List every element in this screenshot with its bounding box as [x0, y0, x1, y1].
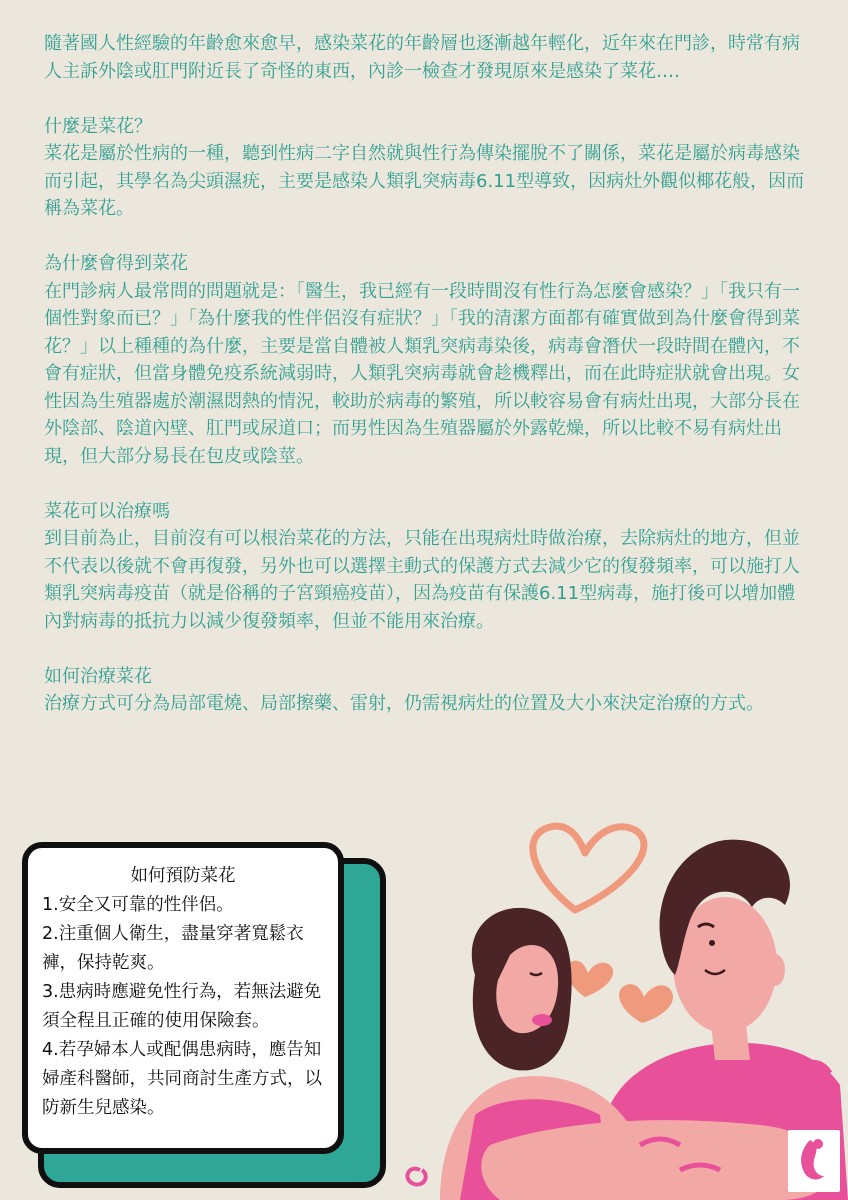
section-body-what-is: 菜花是屬於性病的一種，聽到性病二字自然就與性行為傳染擺脫不了關係，菜花是屬於病毒感染而引起，其學名為尖頭濕疣，主要是感染人類乳突病毒6.11型導致，因病灶外觀似椰花般，因而稱為菜花。 [44, 143, 805, 219]
prevention-item: 4.若孕婦本人或配偶患病時，應告知婦產科醫師，共同商討生產方式，以防新生兒感染。 [42, 1040, 322, 1118]
heart-icon [566, 961, 613, 997]
logo-mark-icon [788, 1130, 840, 1192]
prevention-item: 3.患病時應避免性行為，若無法避免須全程且正確的使用保險套。 [42, 982, 322, 1031]
section-body-why: 在門診病人最常問的問題就是：「醫生，我已經有一段時間沒有性行為怎麼會感染？」「我只有一個性對象而已？」「為什麼我的性伴侶沒有症狀？」「我的清潔方面都有確實做到為什麼會得到菜花？」以上種種的為什麼，主要是當自體被人類乳突病毒染後，病毒會潛伏一段時間在體內，不會有症狀，但當身體免疫系統減弱時，人類乳突病毒就會趁機釋出，而在此時症狀就會出現。女性因為生殖器處於潮濕悶熱的情況，較助於病毒的繁殖，所以較容易會有病灶出現，大部分長在外陰部、陰道內壁、肛門或尿道口；而男性因為生殖器屬於外露乾燥，所以比較不易有病灶出現，但大部分易長在包皮或陰莖。 [44, 280, 800, 467]
section-heading-curable: 菜花可以治療嗎 [44, 500, 170, 522]
section-body-curable: 到目前為止，目前沒有可以根治菜花的方法，只能在出現病灶時做治療，去除病灶的地方，但並不代表以後就不會再復發，另外也可以選擇主動式的保護方式去減少它的復發頻率，可以施打人類乳突病毒疫苗（就是俗稱的子宮頸癌疫苗），因為疫苗有保護6.11型病毒，施打後可以增加體內對病毒的抵抗力以減少復發頻率，但並不能用來治療。 [44, 528, 800, 632]
section-heading-what-is: 什麼是菜花？ [44, 115, 152, 137]
section-heading-why: 為什麼會得到菜花 [44, 253, 188, 274]
prevention-item: 2.注重個人衛生，盡量穿著寬鬆衣褲，保持乾爽。 [42, 924, 304, 973]
prevention-item: 1.安全又可靠的性伴侶。 [42, 895, 234, 915]
section-heading-treatment: 如何治療菜花 [44, 665, 152, 687]
heart-icon [619, 984, 673, 1023]
heart-outline-icon [533, 826, 644, 910]
intro-paragraph: 隨著國人性經驗的年齡愈來愈早，感染菜花的年齡層也逐漸越年輕化，近年來在門診，時常有病人主訴外陰或肛門附近長了奇怪的東西，內診一檢查才發現原來是感染了菜花…. [44, 33, 800, 82]
prevention-box [22, 842, 344, 1154]
clinic-logo [788, 1130, 840, 1192]
article [44, 30, 812, 718]
prevention-title: 如何預防菜花 [130, 866, 236, 886]
section-body-treatment: 治療方式可分為局部電燒、局部擦藥、雷射，仍需視病灶的位置及大小來決定治療的方式。 [44, 693, 764, 714]
couple-hugging-illustration [380, 815, 848, 1200]
